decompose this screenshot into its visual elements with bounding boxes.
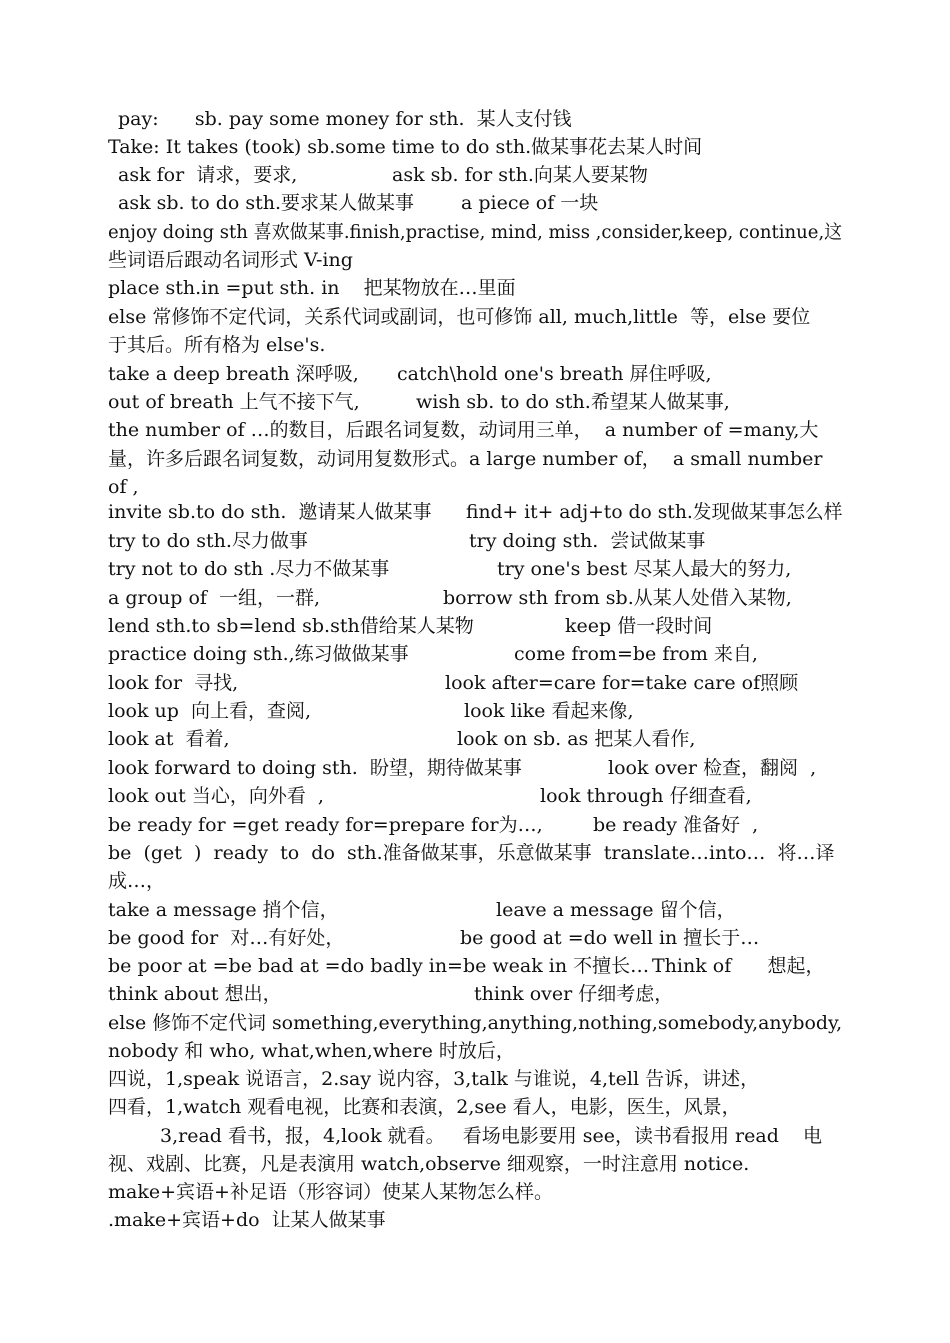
text-line: 视、戏剧、比赛，凡是表演用 watch,observe 细观察，一时注意用 notice. <box>108 1153 750 1175</box>
text-line: be good for 对…有好处， <box>108 927 345 949</box>
text-line-col2: borrow sth from sb.从某人处借入某物, <box>443 587 792 609</box>
text-line: try to do sth.尽力做事 <box>108 530 308 552</box>
text-line: 量，许多后跟名词复数，动词用复数形式。a large number of， a small number <box>108 448 823 470</box>
text-line-col2: a piece of 一块 <box>461 192 599 214</box>
text-line-col2: catch\hold one's breath 屏住呼吸, <box>397 363 712 385</box>
text-line: take a message 捎个信， <box>108 899 339 921</box>
text-line: look for 寻找, <box>108 672 239 694</box>
text-line-col2: try doing sth. 尝试做某事 <box>469 530 706 552</box>
text-line: enjoy doing sth 喜欢做某事.finish,practise, mind, miss ,consider,keep, continue,这 <box>108 221 843 243</box>
text-line: be (get ) ready to do sth.准备做某事，乐意做某事 translate…into… 将…译 <box>108 842 835 864</box>
text-line: 成…， <box>108 870 166 892</box>
text-line-col2: be ready 准备好 , <box>593 814 759 836</box>
text-line-col2: look like 看起来像, <box>464 700 634 722</box>
text-line: 四说，1,speak 说语言，2.say 说内容，3,talk 与谁说，4,tell 告诉，讲述， <box>108 1068 760 1090</box>
text-line: look at 看着, <box>108 728 230 750</box>
text-line: of , <box>108 476 139 498</box>
text-line: pay: sb. pay some money for sth. 某人支付钱 <box>118 108 572 130</box>
text-line: 些词语后跟动名词形式 V-ing <box>108 249 353 271</box>
text-line: 四看，1,watch 观看电视，比赛和表演，2,see 看人，电影，医生，风景， <box>108 1096 741 1118</box>
text-line: lend sth.to sb=lend sb.sth借给某人某物 <box>108 615 474 637</box>
text-line: take a deep breath 深呼吸, <box>108 363 359 385</box>
text-line-col2: wish sb. to do sth.希望某人做某事, <box>416 391 730 413</box>
text-line-col2: try one's best 尽某人最大的努力, <box>497 558 792 580</box>
text-line-col2: come from=be from 来自, <box>514 643 758 665</box>
text-line: look out 当心，向外看 , <box>108 785 324 807</box>
text-line: ask sb. to do sth.要求某人做某事 <box>118 192 415 214</box>
text-line: look forward to doing sth. 盼望，期待做某事 <box>108 757 522 779</box>
text-line: place sth.in =put sth. in 把某物放在…里面 <box>108 277 516 299</box>
text-line: look up 向上看，查阅, <box>108 700 312 722</box>
text-line: make+宾语+补足语（形容词）使某人某物怎么样。 <box>108 1181 553 1203</box>
text-line: a group of 一组，一群, <box>108 587 321 609</box>
text-line-col2: Think of 想起， <box>652 955 825 977</box>
text-line: out of breath 上气不接下气, <box>108 391 360 413</box>
text-line-col2: look over 检查，翻阅 , <box>608 757 817 779</box>
text-line-col2: keep 借一段时间 <box>565 615 713 637</box>
text-line-col2: leave a message 留个信， <box>496 899 736 921</box>
text-line: 于其后。所有格为 else's. <box>108 334 326 356</box>
text-line-col2: look after=care for=take care of照顾 <box>445 672 799 694</box>
text-line: nobody 和 who, what,when,where 时放后， <box>108 1040 515 1062</box>
text-line: ask for 请求，要求, <box>118 164 298 186</box>
text-line: invite sb.to do sth. 邀请某人做某事 <box>108 501 432 523</box>
text-line: be poor at =be bad at =do badly in=be weak in 不擅长… <box>108 955 650 977</box>
text-line-col2: think over 仔细考虑， <box>474 983 674 1005</box>
text-line-col2: look through 仔细查看, <box>540 785 752 807</box>
text-line: try not to do sth .尽力不做某事 <box>108 558 390 580</box>
text-line: .make+宾语+do 让某人做某事 <box>108 1209 386 1231</box>
text-line: else 常修饰不定代词，关系代词或副词，也可修饰 all, much,little 等，else 要位 <box>108 306 811 328</box>
text-line: practice doing sth.,练习做做某事 <box>108 643 409 665</box>
text-line-col2: ask sb. for sth.向某人要某物 <box>392 164 648 186</box>
text-line: be ready for =get ready for=prepare for为…, <box>108 814 543 836</box>
text-line: else 修饰不定代词 something,everything,anything,nothing,somebody,anybody, <box>108 1012 843 1034</box>
text-line: Take: It takes (took) sb.some time to do sth.做某事花去某人时间 <box>108 136 703 158</box>
text-line-col2: be good at =do well in 擅长于… <box>460 927 760 949</box>
text-line: think about 想出， <box>108 983 282 1005</box>
text-line-col2: look on sb. as 把某人看作, <box>457 728 696 750</box>
text-line: the number of …的数目，后跟名词复数，动词用三单， a number of =many,大 <box>108 419 819 441</box>
text-line-col2: find+ it+ adj+to do sth.发现做某事怎么样 <box>466 501 843 523</box>
text-line: 3,read 看书，报，4,look 就看。 看场电影要用 see，读书看报用 read 电 <box>160 1125 823 1147</box>
